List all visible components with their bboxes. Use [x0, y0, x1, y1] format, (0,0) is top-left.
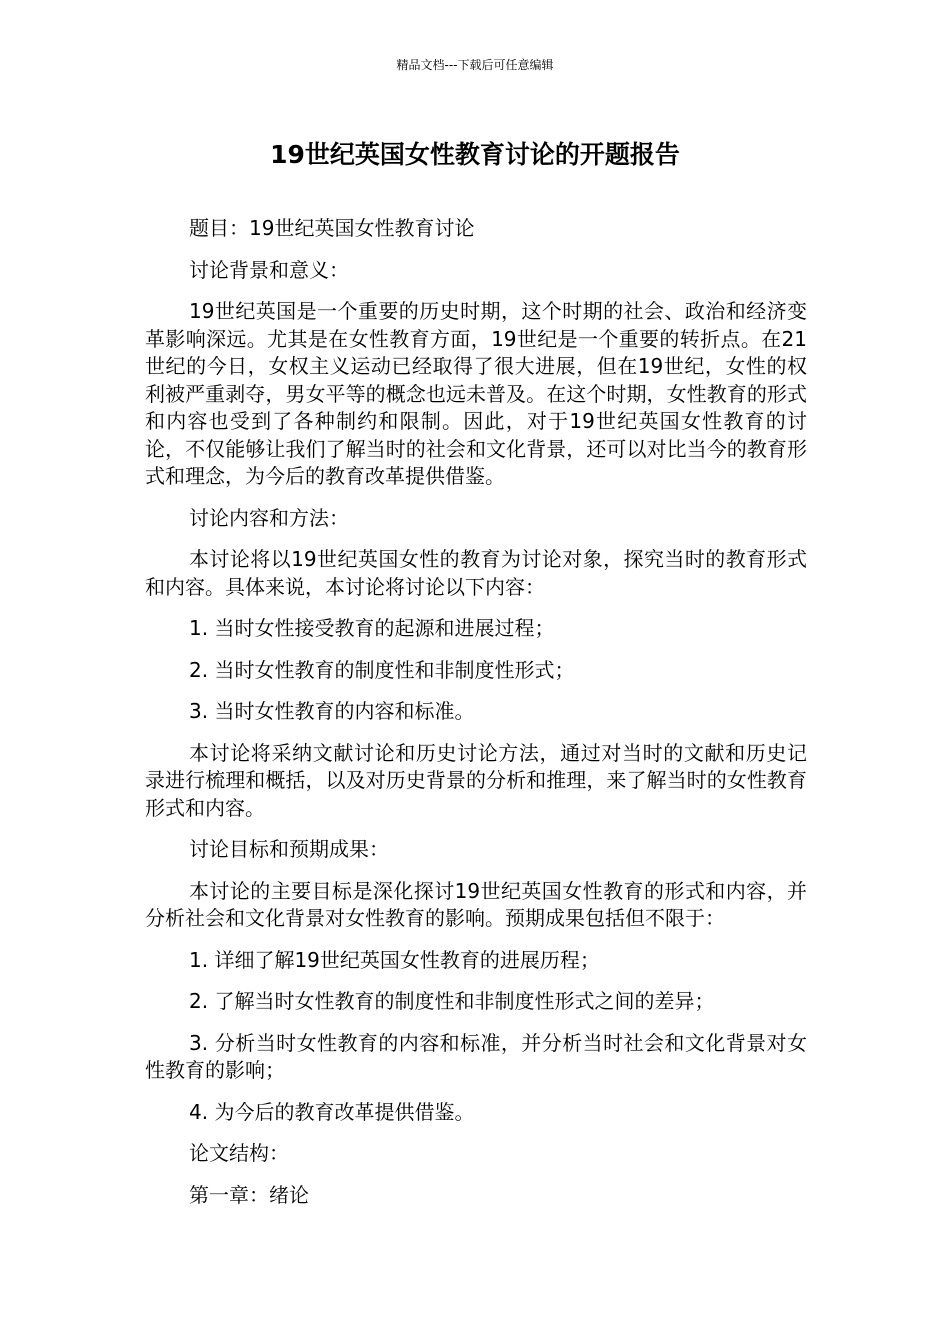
page-header: 精品文档---下载后可任意编辑 — [396, 58, 554, 72]
document-body — [145, 215, 807, 1223]
background-paragraph: 19世纪英国是一个重要的历史时期，这个时期的社会、政治和经济变革影响深远。尤其是在女性教育方面，19世纪是一个重要的转折点。在21世纪的今日，女权主义运动已经取得了很大进展，但在19世纪，女性的权利被严重剥夺，男女平等的概念也远未普及。在这个时期，女性教育的形式和内容也受到了各种制约和限制。因此，对于19世纪英国女性教育的讨论，不仅能够让我们了解当时的社会和文化背景，还可以对比当今的教育形式和理念，为今后的教育改革提供借鉴。 — [145, 299, 807, 488]
section-heading-structure: 论文结构： — [189, 1141, 289, 1165]
goals-list-item: 4. 为今后的教育改革提供借鉴。 — [189, 1099, 475, 1124]
content-list-item: 2. 当时女性教育的制度性和非制度性形式； — [189, 657, 575, 682]
goals-list-item: 1. 详细了解19世纪英国女性教育的进展历程； — [189, 947, 600, 972]
goals-list-item: 3. 分析当时女性教育的内容和标准，并分析当时社会和文化背景对女性教育的影响； — [145, 1030, 807, 1082]
content-intro-paragraph: 本讨论将以19世纪英国女性的教育为讨论对象，探究当时的教育形式和内容。具体来说，本讨论将讨论以下内容： — [145, 547, 807, 599]
topic-line: 题目：19世纪英国女性教育讨论 — [189, 216, 475, 240]
section-heading-background: 讨论背景和意义： — [189, 257, 349, 282]
section-heading-goals: 讨论目标和预期成果： — [189, 837, 389, 861]
goals-list-item: 2. 了解当时女性教育的制度性和非制度性形式之间的差异； — [189, 989, 715, 1013]
method-paragraph: 本讨论将采纳文献讨论和历史讨论方法，通过对当时的文献和历史记录进行梳理和概括，以及对历史背景的分析和推理，来了解当时的女性教育形式和内容。 — [145, 740, 807, 820]
section-heading-content-method: 讨论内容和方法： — [189, 505, 349, 530]
content-list-item: 1. 当时女性接受教育的起源和进展过程； — [189, 616, 555, 640]
content-list-item: 3. 当时女性教育的内容和标准。 — [189, 699, 475, 723]
chapter-item: 第一章：绪论 — [189, 1182, 309, 1207]
document-title: 19世纪英国女性教育讨论的开题报告 — [270, 140, 680, 169]
goals-intro-paragraph: 本讨论的主要目标是深化探讨19世纪英国女性教育的形式和内容，并分析社会和文化背景对女性教育的影响。预期成果包括但不限于： — [145, 878, 807, 930]
